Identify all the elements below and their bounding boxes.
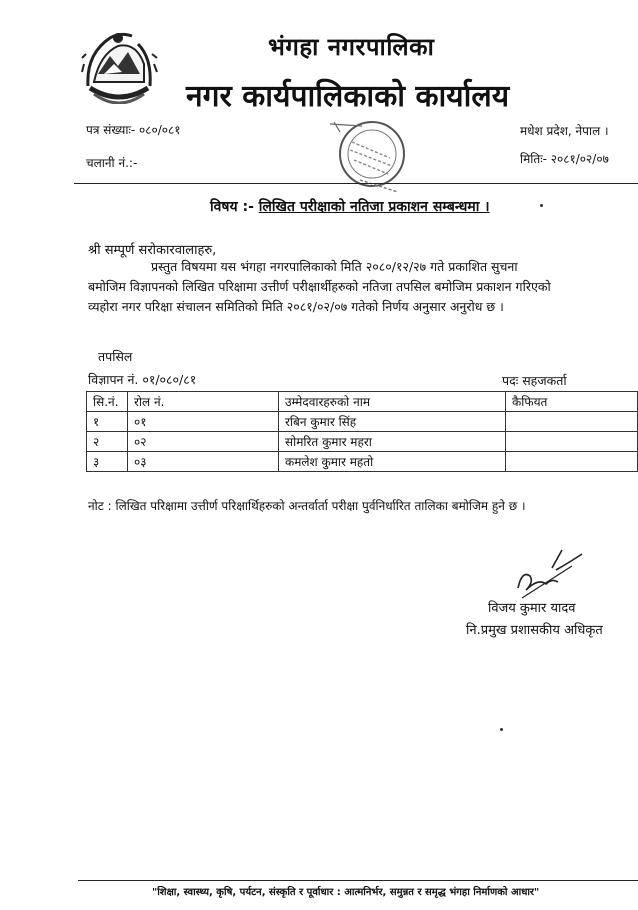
table-header-row xyxy=(87,392,638,412)
subject-prefix: विषय :- xyxy=(210,199,254,215)
cell-remarks xyxy=(506,432,638,452)
table-row xyxy=(87,452,638,472)
scan-speck xyxy=(500,728,503,731)
header-sn: सि.नं. xyxy=(87,392,128,412)
footer-divider xyxy=(78,880,638,881)
header-divider xyxy=(74,183,638,184)
office-name: नगर कार्यपालिकाको कार्यालय xyxy=(186,79,510,114)
cell-roll: ०३ xyxy=(128,452,279,472)
cell-remarks xyxy=(506,412,638,432)
header-remarks: कैफियत xyxy=(506,392,638,412)
cell-name: सोमरित कुमार महरा xyxy=(279,432,506,452)
post-label: पदः सहजकर्ता xyxy=(502,373,567,388)
body-line-2: बमोजिम विज्ञापनको लिखित परिक्षामा उत्तीर्ण परीक्षार्थीहरुको नतिजा तपसिल बमोजिम प्रकाशन गरिएको xyxy=(88,279,551,294)
municipality-name: भंगहा नगरपालिका xyxy=(268,33,435,61)
letter-number: पत्र संख्याः- ०८०/०८१ xyxy=(86,123,181,137)
advertisement-number: विज्ञापन नं. ०१/०८०/८१ xyxy=(88,372,197,387)
body-line-3: व्यहोरा नगर परिक्षा संचालन समितिको मिति २०८१/०२/०७ गतेको निर्णय अनुसार अनुरोध छ । xyxy=(88,299,504,314)
cell-sn: १ xyxy=(87,412,128,432)
salutation: श्री सम्पूर्ण सरोकारवालाहरु, xyxy=(88,243,217,258)
scan-speck xyxy=(540,204,543,207)
nepal-emblem-logo xyxy=(80,24,158,104)
signatory-name: विजय कुमार यादव xyxy=(488,601,576,616)
cell-sn: ३ xyxy=(87,452,128,472)
body-paragraph xyxy=(88,257,636,317)
cell-roll: ०१ xyxy=(128,412,279,432)
dispatch-number: चलानी नं.:- xyxy=(86,156,138,170)
cell-sn: २ xyxy=(87,432,128,452)
header-name: उम्मेदवारहरुको नाम xyxy=(279,392,506,412)
body-line-1: प्रस्तुत विषयमा यस भंगहा नगरपालिकाको मिति २०८०/१२/२७ गते प्रकाशित सुचना xyxy=(151,259,518,274)
cell-name: रबिन कुमार सिंह xyxy=(279,412,506,432)
tapsil-label: तपसिल xyxy=(98,349,133,364)
signatory-title: नि.प्रमुख प्रशासकीय अधिकृत xyxy=(466,623,603,638)
subject-line xyxy=(210,197,490,216)
province-label: मधेश प्रदेश, नेपाल । xyxy=(520,124,609,138)
letter-date: मितिः- २०८१/०२/०७ xyxy=(520,152,609,166)
note-text: नोट : लिखित परिक्षामा उत्तीर्ण परिक्षार्थिहरुको अन्तर्वार्ता परीक्षा पुर्वनिर्धारित तालिका बमोजिम हुने छ । xyxy=(88,499,526,513)
table-row xyxy=(87,412,638,432)
handwritten-signature xyxy=(512,548,586,602)
results-table xyxy=(86,391,638,472)
official-stamp xyxy=(320,118,420,198)
footer-slogan: "शिक्षा, स्वास्थ्य, कृषि, पर्यटन, संस्कृति र पूर्वाधार : आत्मनिर्भर, समुन्नत र समृद्ध भंगहा निर्माणको आधार" xyxy=(152,887,540,898)
cell-roll: ०२ xyxy=(128,432,279,452)
subject-text: लिखित परीक्षाको नतिजा प्रकाशन सम्बन्धमा । xyxy=(258,199,490,215)
table-row xyxy=(87,432,638,452)
cell-remarks xyxy=(506,452,638,472)
cell-name: कमलेश कुमार महतो xyxy=(279,452,506,472)
header-roll: रोल नं. xyxy=(128,392,279,412)
